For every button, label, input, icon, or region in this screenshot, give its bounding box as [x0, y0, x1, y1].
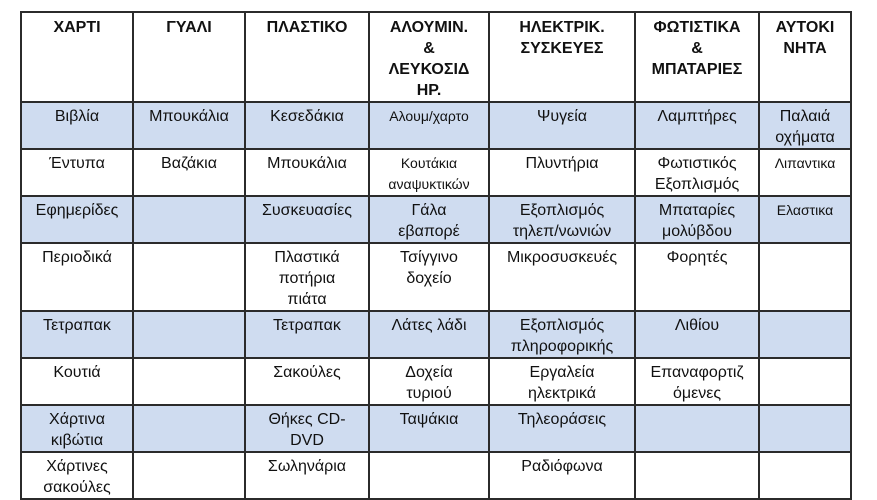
- header-vehicles: ΑΥΤΟΚΙ ΝΗΤΑ: [759, 12, 851, 102]
- table-cell: [369, 149, 489, 196]
- header-paper: ΧΑΡΤΙ: [21, 12, 133, 102]
- table-cell: [133, 311, 245, 358]
- header-row: [21, 12, 851, 102]
- table-cell: Ψυγεία: [489, 102, 635, 149]
- table-row: [21, 452, 851, 499]
- table-cell: Βιβλία: [21, 102, 133, 149]
- table-cell: Συσκευασίες: [245, 196, 369, 243]
- table-cell: Κεσεδάκια: [245, 102, 369, 149]
- table-cell: Εξοπλισμός τηλεπ/νωνιών: [489, 196, 635, 243]
- table-cell: Βαζάκια: [133, 149, 245, 196]
- table-cell: [369, 452, 489, 499]
- table-cell: Παλαιά οχήματα: [759, 102, 851, 149]
- table-cell: Έντυπα: [21, 149, 133, 196]
- table-cell: Μικροσυσκευές: [489, 243, 635, 311]
- table-cell: Δοχεία τυριού: [369, 358, 489, 405]
- table-cell: [133, 196, 245, 243]
- table-cell: [133, 452, 245, 499]
- table-cell: [759, 311, 851, 358]
- table-cell: Τετραπακ: [21, 311, 133, 358]
- table-cell: Εργαλεία ηλεκτρικά: [489, 358, 635, 405]
- table-row: [21, 196, 851, 243]
- table-cell: [759, 149, 851, 196]
- table-cell: Τετραπακ: [245, 311, 369, 358]
- table-row: [21, 311, 851, 358]
- header-lighting-batteries: ΦΩΤΙΣΤΙΚΑ & ΜΠΑΤΑΡΙΕΣ: [635, 12, 759, 102]
- table-cell: Σωληνάρια: [245, 452, 369, 499]
- table-cell: Μπουκάλια: [133, 102, 245, 149]
- table-cell: [759, 196, 851, 243]
- table-cell: Ταψάκια: [369, 405, 489, 452]
- table-cell: [759, 405, 851, 452]
- table-cell-text: Κουτάκια αναψυκτικών: [388, 155, 470, 192]
- header-electrical-appliances: ΗΛΕΚΤΡΙΚ. ΣΥΣΚΕΥΕΣ: [489, 12, 635, 102]
- table-cell: Λάτες λάδι: [369, 311, 489, 358]
- table-cell: Κουτιά: [21, 358, 133, 405]
- table-row: [21, 102, 851, 149]
- table-cell: [133, 358, 245, 405]
- table-row: [21, 243, 851, 311]
- table-cell: Χάρτινα κιβώτια: [21, 405, 133, 452]
- table-cell: Τηλεοράσεις: [489, 405, 635, 452]
- table-cell: Χάρτινες σακούλες: [21, 452, 133, 499]
- table-cell: Γάλα εβαπορέ: [369, 196, 489, 243]
- table-cell: [133, 405, 245, 452]
- table-cell: Μπουκάλια: [245, 149, 369, 196]
- table-cell: Εξοπλισμός πληροφορικής: [489, 311, 635, 358]
- table-cell: Επαναφορτιζ όμενες: [635, 358, 759, 405]
- table-cell: Λαμπτήρες: [635, 102, 759, 149]
- table-cell: Φωτιστικός Εξοπλισμός: [635, 149, 759, 196]
- table-cell: [759, 452, 851, 499]
- table-cell: Πλαστικά ποτήρια πιάτα: [245, 243, 369, 311]
- table-cell: Εφημερίδες: [21, 196, 133, 243]
- table-cell: [759, 358, 851, 405]
- table-cell: [133, 243, 245, 311]
- table-cell: [759, 243, 851, 311]
- table-cell-text: Λιπαντικα: [774, 155, 836, 171]
- table-cell: Μπαταρίες μολύβδου: [635, 196, 759, 243]
- table-row: [21, 405, 851, 452]
- header-aluminium-tin: ΑΛΟΥΜΙΝ. & ΛΕΥΚΟΣΙΔ ΗΡ.: [369, 12, 489, 102]
- table-cell: Πλυντήρια: [489, 149, 635, 196]
- table-cell: Ραδιόφωνα: [489, 452, 635, 499]
- table-cell: Τσίγγινο δοχείο: [369, 243, 489, 311]
- table-cell: Σακούλες: [245, 358, 369, 405]
- table-row: [21, 358, 851, 405]
- table-cell-text: Ελαστικα: [776, 202, 834, 218]
- table-cell-text: Αλουμ/χαρτο: [389, 108, 469, 124]
- table-cell: [369, 102, 489, 149]
- table-cell: Περιοδικά: [21, 243, 133, 311]
- table-cell: Φορητές: [635, 243, 759, 311]
- header-plastic: ΠΛΑΣΤΙΚΟ: [245, 12, 369, 102]
- header-glass: ΓΥΑΛΙ: [133, 12, 245, 102]
- table-cell: [635, 405, 759, 452]
- table-cell: [635, 452, 759, 499]
- table-row: [21, 149, 851, 196]
- table-cell: Θήκες CD- DVD: [245, 405, 369, 452]
- recycling-categories-table: [20, 11, 852, 500]
- table-cell: Λιθίου: [635, 311, 759, 358]
